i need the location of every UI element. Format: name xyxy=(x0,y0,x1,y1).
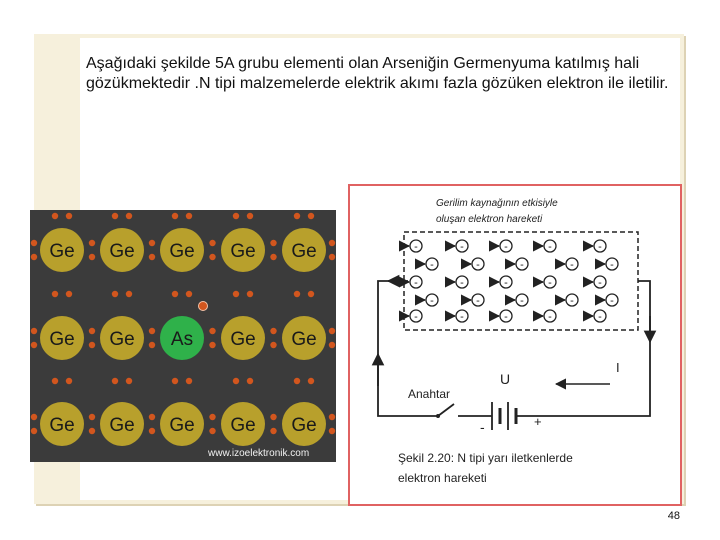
switch-lever xyxy=(438,404,454,416)
atom-symbol: Ge xyxy=(230,329,256,350)
bond-electron xyxy=(149,414,155,420)
circuit-caption-line2: elektron hareketi xyxy=(398,471,487,485)
atom-symbol: Ge xyxy=(291,241,317,262)
bond-electron xyxy=(31,342,37,348)
electron-minus: - xyxy=(520,259,524,271)
electron-minus: - xyxy=(610,295,614,307)
electron-minus: - xyxy=(598,241,602,253)
bond-electron xyxy=(172,291,178,297)
electron-minus: - xyxy=(460,241,464,253)
electron-minus: - xyxy=(548,241,552,253)
bond-electron xyxy=(209,254,215,260)
germanium-atom xyxy=(221,228,265,272)
voltage-label: U xyxy=(500,371,511,387)
electron-minus: - xyxy=(570,295,574,307)
bond-electron xyxy=(149,428,155,434)
bond-electron xyxy=(66,291,72,297)
bond-electron xyxy=(31,328,37,334)
electron-arrows xyxy=(400,240,618,323)
electron-minus: - xyxy=(570,259,574,271)
bond-electron xyxy=(149,342,155,348)
bond-electron xyxy=(294,291,300,297)
bond-electron xyxy=(186,291,192,297)
electron-minus: - xyxy=(414,277,418,289)
bond-electron xyxy=(270,414,276,420)
bond-electron xyxy=(149,328,155,334)
bond-electron xyxy=(31,240,37,246)
bond-electron xyxy=(89,414,95,420)
bond-electron xyxy=(126,291,132,297)
electron-minus: - xyxy=(460,277,464,289)
atom-symbol: Ge xyxy=(230,241,256,262)
bond-electron xyxy=(270,428,276,434)
bond-electron xyxy=(247,291,253,297)
atom-symbol: Ge xyxy=(49,241,75,262)
bond-electron xyxy=(112,378,118,384)
bond-electron xyxy=(52,378,58,384)
switch-pivot xyxy=(436,414,440,418)
circuit-header-line1: Gerilim kaynağının etkisiyle xyxy=(436,198,558,209)
plus-terminal: + xyxy=(534,414,542,429)
bond-electron xyxy=(294,213,300,219)
bond-electron xyxy=(270,254,276,260)
electron-minus: - xyxy=(430,295,434,307)
electron-minus: - xyxy=(504,311,508,323)
bond-electron xyxy=(270,328,276,334)
electron-minus: - xyxy=(476,259,480,271)
germanium-atom xyxy=(160,228,204,272)
bond-electron xyxy=(209,342,215,348)
lattice-drawing xyxy=(30,210,336,462)
germanium-atom xyxy=(282,228,326,272)
electron-minus: - xyxy=(504,241,508,253)
bond-electron xyxy=(186,378,192,384)
electron-minus: - xyxy=(548,311,552,323)
page-number: 48 xyxy=(667,510,680,522)
atom-symbol: Ge xyxy=(109,415,135,436)
bond-electron xyxy=(329,240,335,246)
electron-minus: - xyxy=(414,241,418,253)
electron-minus: - xyxy=(504,277,508,289)
bond-electron xyxy=(294,378,300,384)
arsenic-atom xyxy=(160,316,204,360)
bond-electron xyxy=(209,428,215,434)
bond-electron xyxy=(270,342,276,348)
electron-minus: - xyxy=(476,295,480,307)
bond-electron xyxy=(112,291,118,297)
bond-electron xyxy=(186,213,192,219)
bond-electron xyxy=(52,291,58,297)
germanium-lattice-figure xyxy=(30,210,336,462)
free-electron xyxy=(199,302,208,311)
bond-electron xyxy=(126,213,132,219)
minus-terminal: - xyxy=(480,419,485,435)
circuit-header-line2: oluşan elektron hareketi xyxy=(436,214,543,225)
current-label: I xyxy=(616,360,620,375)
electron-minus: - xyxy=(548,277,552,289)
germanium-atom xyxy=(100,316,144,360)
bond-electron xyxy=(31,414,37,420)
atom-symbol: As xyxy=(170,329,194,350)
germanium-atom xyxy=(100,402,144,446)
bond-electron xyxy=(126,378,132,384)
bond-electron xyxy=(308,378,314,384)
germanium-atom xyxy=(40,316,84,360)
electron-minus: - xyxy=(520,295,524,307)
atom-symbol: Ge xyxy=(169,241,195,262)
atom-symbol: Ge xyxy=(291,415,317,436)
electron-minus: - xyxy=(598,311,602,323)
slide-paragraph: Aşağıdaki şekilde 5A grubu elementi olan Arseniğin Germenyuma katılmış hali gözükmektedir .N tipi malzemelerde elektrik akımı fazla gözüken elektron ile iletilir. xyxy=(86,55,669,92)
bond-electron xyxy=(31,254,37,260)
circuit-drawing xyxy=(350,186,680,504)
bond-electron xyxy=(233,378,239,384)
bond-electron xyxy=(329,428,335,434)
germanium-atom xyxy=(282,316,326,360)
bond-electron xyxy=(247,378,253,384)
bond-electron xyxy=(209,414,215,420)
bond-electron xyxy=(89,342,95,348)
atom-symbol: Ge xyxy=(109,241,135,262)
bond-electron xyxy=(172,378,178,384)
watermark-text: www.izoelektronik.com xyxy=(208,448,310,459)
bond-electron xyxy=(112,213,118,219)
bond-electron xyxy=(66,213,72,219)
bond-electron xyxy=(270,240,276,246)
bond-electron xyxy=(89,428,95,434)
bond-electron xyxy=(329,414,335,420)
germanium-atom xyxy=(160,402,204,446)
atom-symbol: Ge xyxy=(49,415,75,436)
bond-electron xyxy=(233,213,239,219)
atom-symbol: Ge xyxy=(291,329,317,350)
bond-electron xyxy=(233,291,239,297)
bond-electron xyxy=(89,254,95,260)
germanium-atom xyxy=(221,402,265,446)
switch-label: Anahtar xyxy=(408,387,451,401)
n-type-circuit-figure xyxy=(348,184,682,506)
atom-symbol: Ge xyxy=(230,415,256,436)
bond-electron xyxy=(329,342,335,348)
electron-minus: - xyxy=(598,277,602,289)
atom-symbol: Ge xyxy=(169,415,195,436)
right-wire xyxy=(536,281,650,416)
bond-electron xyxy=(209,328,215,334)
electron-minus: - xyxy=(610,259,614,271)
bond-electron xyxy=(89,240,95,246)
bond-electron xyxy=(308,213,314,219)
bond-electron xyxy=(209,240,215,246)
electron-minus: - xyxy=(414,311,418,323)
germanium-atom xyxy=(40,402,84,446)
bond-electron xyxy=(329,254,335,260)
bond-electron xyxy=(247,213,253,219)
bond-electron xyxy=(149,240,155,246)
bond-electron xyxy=(31,428,37,434)
germanium-atom xyxy=(100,228,144,272)
germanium-atom xyxy=(40,228,84,272)
bond-electron xyxy=(329,328,335,334)
bond-electron xyxy=(89,328,95,334)
electron-minus: - xyxy=(460,311,464,323)
bond-electron xyxy=(52,213,58,219)
bond-electron xyxy=(308,291,314,297)
electron-minus: - xyxy=(430,259,434,271)
circuit-caption-line1: Şekil 2.20: N tipi yarı iletkenlerde xyxy=(398,451,573,465)
bond-electron xyxy=(149,254,155,260)
atom-symbol: Ge xyxy=(49,329,75,350)
bond-electron xyxy=(172,213,178,219)
germanium-atom xyxy=(221,316,265,360)
atom-symbol: Ge xyxy=(109,329,135,350)
germanium-atom xyxy=(282,402,326,446)
bond-electron xyxy=(66,378,72,384)
